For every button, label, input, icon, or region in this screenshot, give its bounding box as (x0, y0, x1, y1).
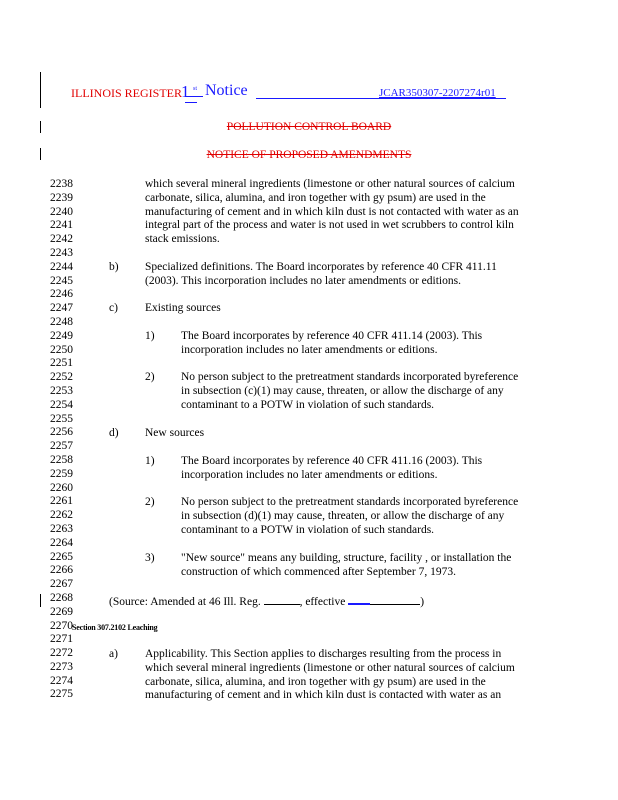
blank-volume (264, 593, 300, 605)
text-line: (2003). This incorporation includes no later amendments or editions. (145, 274, 461, 287)
line-number: 2252 (50, 371, 73, 384)
item-label-d3: 3) (145, 552, 155, 564)
line-number: 2270 (50, 619, 73, 632)
jcar-code: JCAR350307-2207274r01 (379, 87, 496, 99)
subsection-d-text: New sources (145, 427, 205, 439)
line-number: 2267 (50, 578, 73, 591)
line-number: 2248 (50, 315, 73, 328)
line-number: 2275 (50, 688, 73, 701)
line-number: 2241 (50, 219, 73, 232)
notice-label: Notice (205, 82, 248, 99)
page-header (71, 82, 611, 112)
text-line: which several mineral ingredients (limestone or other natural sources of calcium (145, 178, 515, 190)
line-number: 2250 (50, 343, 73, 356)
inserted-underline-mark (185, 96, 203, 97)
line-number: 2265 (50, 550, 73, 563)
line-number: 2263 (50, 522, 73, 535)
subsection-c-text: Existing sources (145, 302, 221, 314)
subsection-label-a: a) (109, 648, 118, 660)
line-number: 2256 (50, 426, 73, 439)
line-number: 2261 (50, 495, 73, 508)
line-number: 2251 (50, 357, 73, 370)
subsection-a-text (145, 648, 515, 703)
item-c2-text (181, 371, 518, 412)
text-line: The Board incorporates by reference 40 CFR 411.14 (2003). This (181, 330, 483, 342)
page-mark: 1 (181, 82, 190, 101)
intro-paragraph (145, 178, 519, 247)
text-line: No person subject to the pretreatment standards incorporated byreference (181, 496, 519, 508)
text-line: contaminant to a POTW in violation of such standards. (181, 398, 435, 411)
text-line: Applicability. This Section applies to discharges resulting from the process in (145, 648, 502, 660)
line-number: 2255 (50, 412, 73, 425)
text-line: contaminant to a POTW in violation of such standards. (181, 523, 435, 536)
source-note (109, 593, 424, 610)
blank-effective-date (348, 593, 420, 605)
text-line: which several mineral ingredients (limestone or other natural sources of calcium (145, 661, 515, 674)
source-prefix: (Source: Amended at 46 Ill. Reg. (109, 596, 264, 608)
text-line: in subsection (c)(1) may cause, threaten, or allow the discharge of any (181, 384, 504, 397)
text-line: carbonate, silica, alumina, and iron together with gy psum) are used in the (145, 675, 486, 688)
line-number: 2258 (50, 453, 73, 466)
line-number: 2254 (50, 398, 73, 411)
line-number: 2274 (50, 674, 73, 687)
line-number: 2264 (50, 536, 73, 549)
line-number: 2249 (50, 329, 73, 342)
line-number: 2253 (50, 384, 73, 397)
item-d2-text (181, 496, 518, 537)
subsection-label-c: c) (109, 302, 118, 314)
item-d3-text (181, 552, 511, 580)
text-line: construction of which commenced after September 7, 1973. (181, 565, 456, 578)
line-number: 2243 (50, 246, 73, 259)
page-mark-superscript: st (193, 86, 198, 92)
item-d1-text (181, 455, 482, 483)
item-label-d1: 1) (145, 455, 155, 467)
text-line: "New source" means any building, structure, facility , or installation the (181, 552, 512, 564)
text-line: integral part of the process and water is not used in wet scrubbers to control kiln (145, 219, 514, 232)
line-number: 2239 (50, 191, 73, 204)
line-number: 2262 (50, 509, 73, 522)
line-number: 2257 (50, 440, 73, 453)
text-line: manufacturing of cement and in which kiln dust is contacted with water as an (145, 689, 502, 702)
line-number: 2273 (50, 660, 73, 673)
text-line: in subsection (d)(1) may cause, threaten, or allow the discharge of any (181, 509, 505, 522)
item-label-c1: 1) (145, 330, 155, 342)
line-number: 2247 (50, 302, 73, 315)
text-line: incorporation includes no later amendments or editions. (181, 468, 438, 481)
notice-title: NOTICE OF PROPOSED AMENDMENTS (206, 149, 412, 161)
text-line: No person subject to the pretreatment standards incorporated byreference (181, 371, 519, 383)
board-title: POLLUTION CONTROL BOARD (226, 121, 392, 133)
line-number: 2272 (50, 647, 73, 660)
item-label-d2: 2) (145, 496, 155, 508)
line-number: 2244 (50, 260, 73, 273)
change-bar (40, 72, 41, 108)
subsection-b-text (145, 261, 497, 289)
line-number: 2268 (50, 591, 73, 604)
line-number: 2240 (50, 205, 73, 218)
register-title: ILLINOIS REGISTER (71, 86, 182, 100)
line-number: 2269 (50, 605, 73, 618)
item-c1-text (181, 330, 482, 358)
line-number: 2245 (50, 274, 73, 287)
change-bar (40, 594, 41, 607)
line-number-column (50, 178, 73, 702)
source-middle: , effective (299, 596, 349, 608)
text-line: carbonate, silica, alumina, and iron together with gy psum) are used in the (145, 191, 486, 204)
text-line: manufacturing of cement and in which kiln dust is not contacted with water as an (145, 205, 519, 218)
line-number: 2271 (50, 633, 73, 646)
line-number: 2238 (50, 178, 73, 190)
line-number: 2260 (50, 481, 73, 494)
text-line: Specialized definitions. The Board incorporates by reference 40 CFR 411.11 (145, 261, 497, 273)
line-number: 2242 (50, 233, 73, 246)
text-line: stack emissions. (145, 233, 220, 246)
text-line: The Board incorporates by reference 40 CFR 411.16 (2003). This (181, 455, 483, 467)
item-label-c2: 2) (145, 371, 155, 383)
subsection-label-b: b) (109, 261, 119, 273)
section-heading: Section 307.2102 Leaching (72, 623, 158, 632)
subsection-label-d: d) (109, 427, 119, 439)
source-suffix: ) (420, 596, 425, 608)
line-number: 2266 (50, 564, 73, 577)
line-number: 2246 (50, 288, 73, 301)
line-number: 2259 (50, 467, 73, 480)
inserted-underline-mark (185, 102, 197, 103)
text-line: incorporation includes no later amendments or editions. (181, 343, 438, 356)
